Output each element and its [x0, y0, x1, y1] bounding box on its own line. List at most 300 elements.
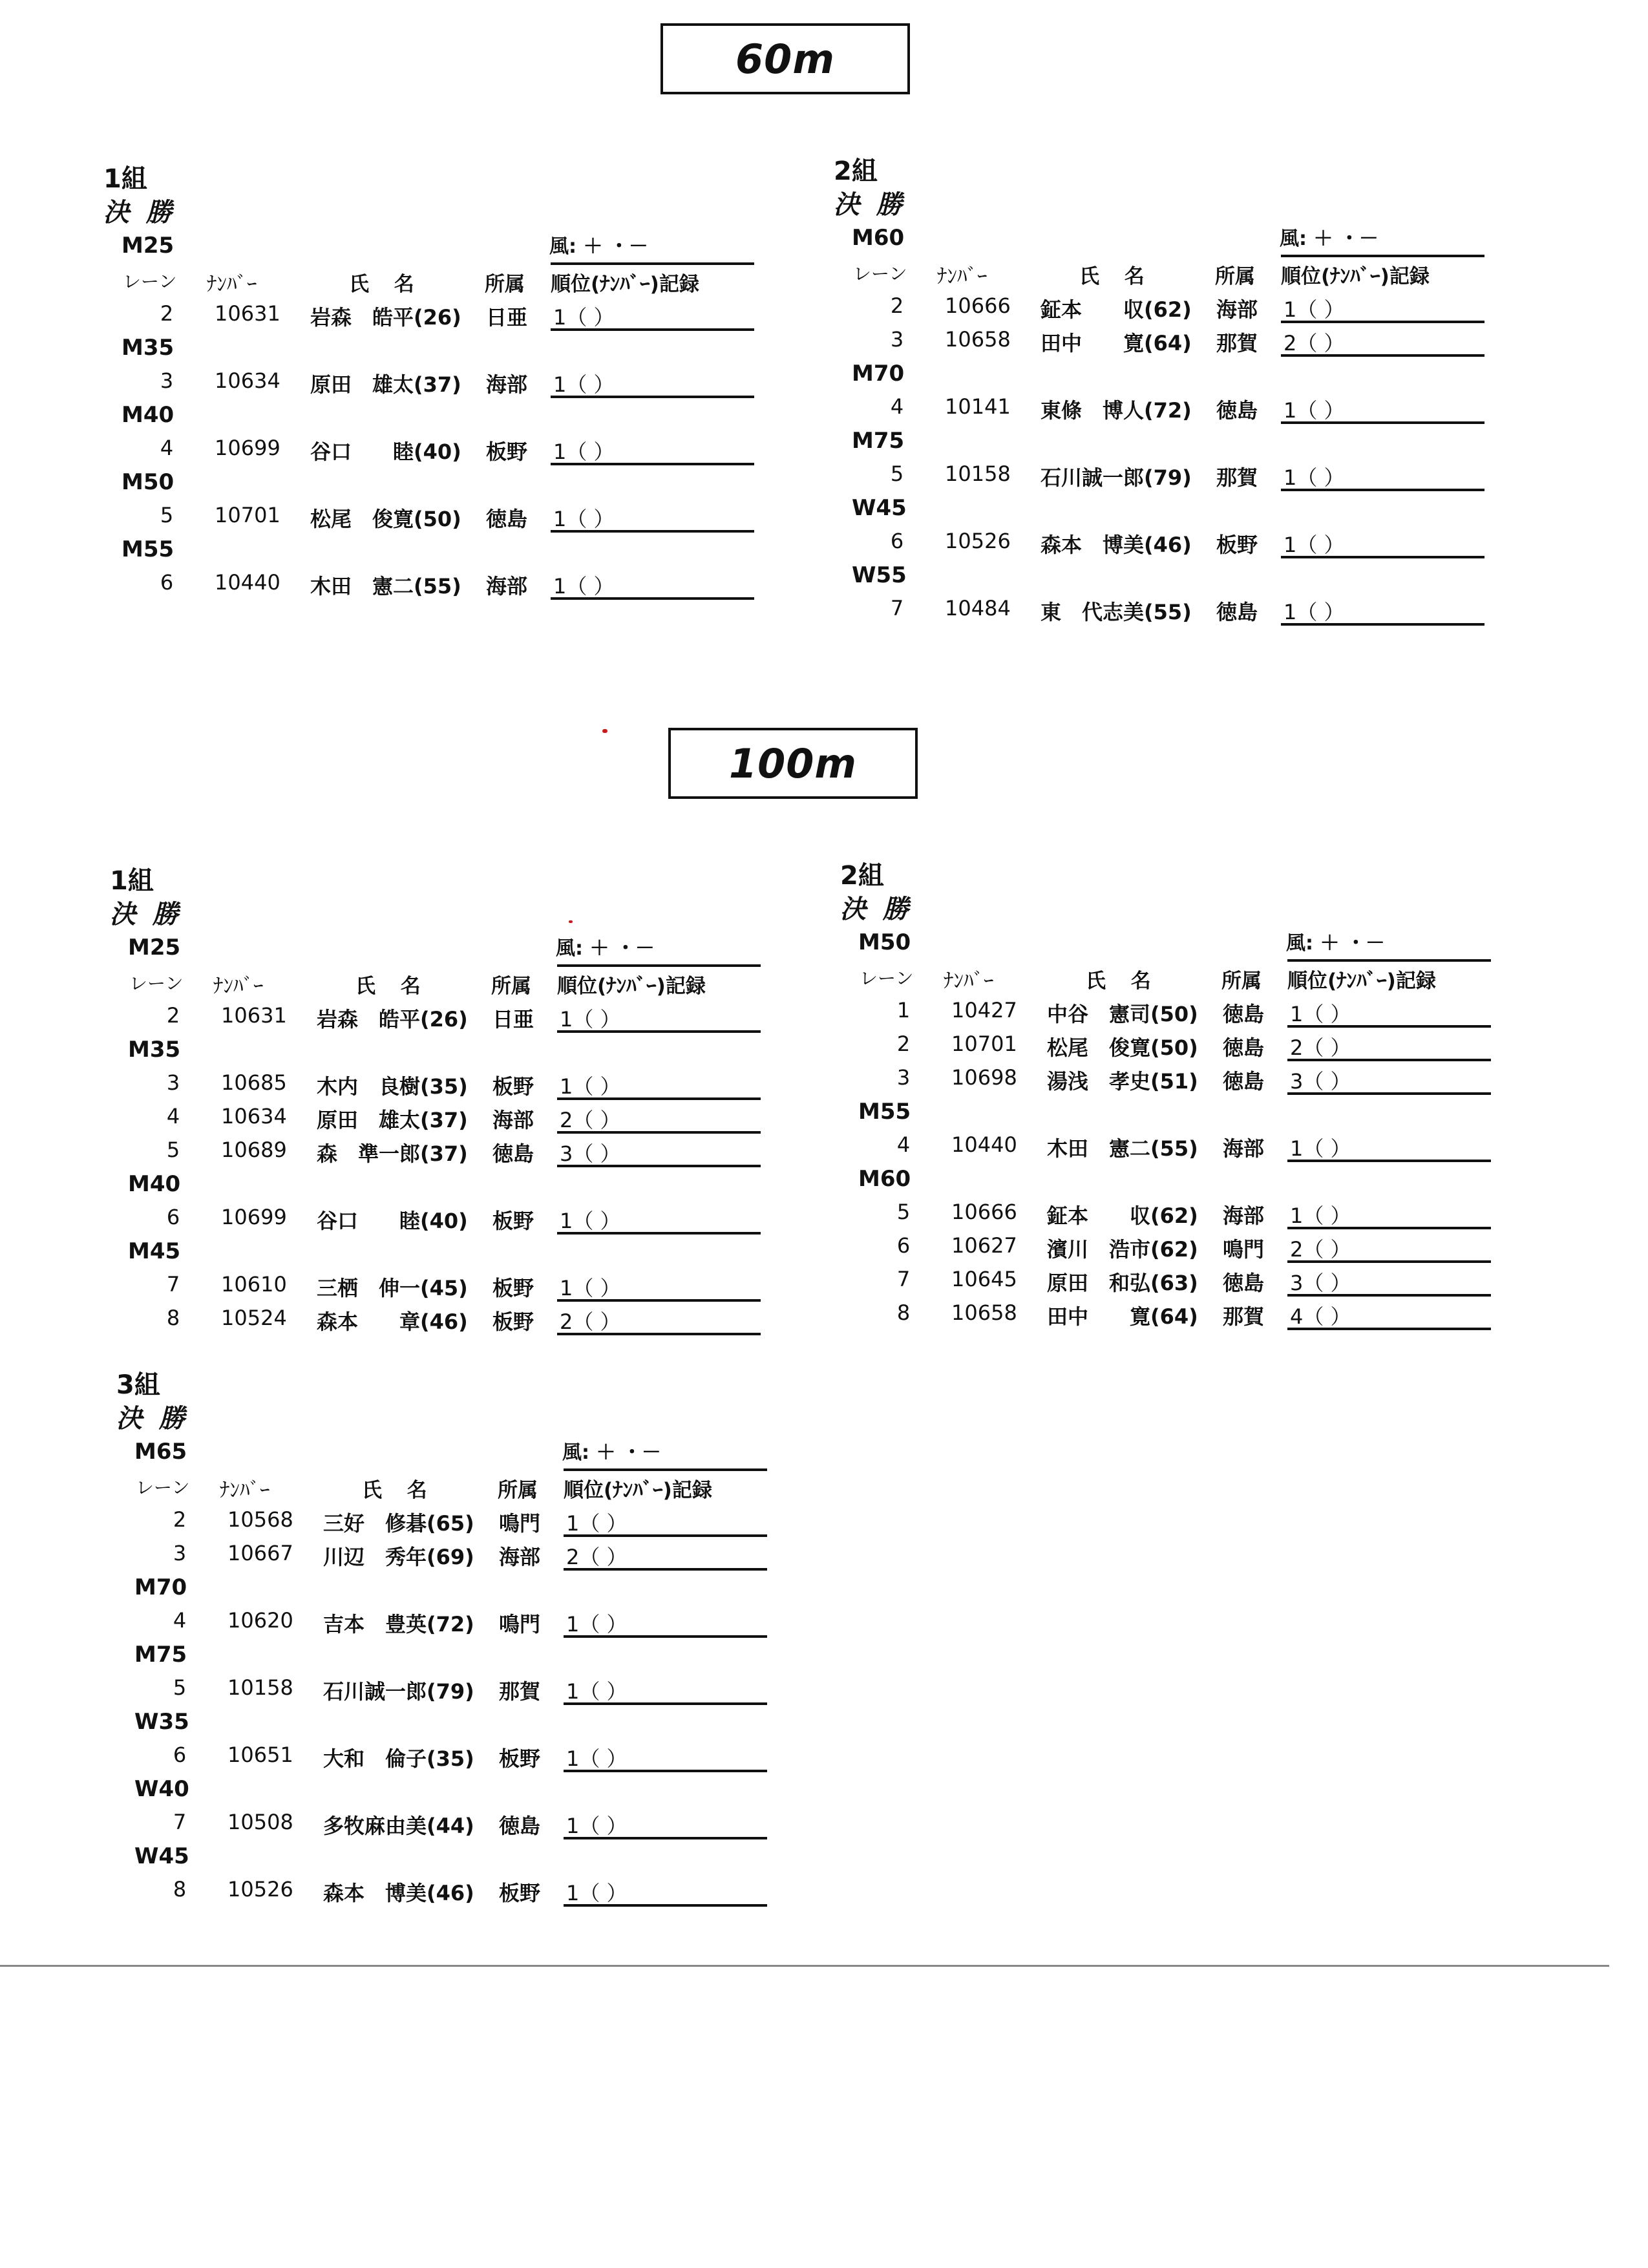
entry-row — [840, 1196, 1480, 1229]
record-underline — [1281, 489, 1484, 491]
entry-row — [840, 994, 1480, 1028]
lane-number: 4 — [166, 1104, 180, 1129]
athlete-name: 石川誠一郎(79) — [323, 1679, 474, 1704]
club-name: 徳島 — [1216, 600, 1258, 624]
lane-number: 2 — [166, 1003, 180, 1028]
record-underline — [1281, 623, 1484, 626]
athlete-name: 多牧麻由美(44) — [323, 1814, 474, 1838]
category-label: M50 — [121, 469, 174, 495]
club-name: 鳴門 — [1223, 1237, 1265, 1262]
club-name: 那賀 — [499, 1679, 541, 1704]
bib-number: 10526 — [227, 1877, 293, 1902]
header-name: 氏 名 — [349, 273, 423, 296]
club-name: 海部 — [1223, 1136, 1265, 1161]
club-name: 那賀 — [1216, 465, 1258, 490]
athlete-name: 東條 博人(72) — [1041, 398, 1192, 423]
club-name: 海部 — [499, 1545, 541, 1569]
bib-number: 10620 — [227, 1608, 293, 1633]
club-name: 徳島 — [492, 1141, 534, 1166]
header-name: 氏 名 — [1079, 265, 1154, 288]
bib-number: 10440 — [215, 570, 280, 595]
entry-row — [103, 432, 743, 465]
record-underline — [1287, 1328, 1491, 1330]
lane-number: 6 — [166, 1205, 180, 1229]
entry-row — [840, 1297, 1480, 1330]
round-label: 決 勝 — [103, 198, 176, 228]
athlete-name: 田中 寛(64) — [1041, 331, 1192, 355]
entry-row — [116, 1873, 756, 1907]
rank-record-field[interactable]: 1（ ） — [1290, 1203, 1351, 1228]
header-club: 所属 — [498, 1479, 538, 1502]
entry-row — [116, 1806, 756, 1839]
group-60m-1 — [103, 163, 743, 600]
bib-number: 10524 — [221, 1306, 287, 1330]
lane-number: 3 — [896, 1065, 911, 1090]
athlete-name: 原田 和弘(63) — [1047, 1271, 1198, 1295]
lane-number: 4 — [160, 436, 174, 460]
header-club: 所属 — [1221, 970, 1262, 993]
bib-number: 10658 — [945, 327, 1011, 352]
header-number: ﾅﾝﾊﾞｰ — [207, 273, 257, 296]
round-label: 決 勝 — [840, 895, 913, 924]
lane-number: 3 — [160, 368, 174, 393]
rank-record-field[interactable]: 1（ ） — [566, 1612, 628, 1637]
bib-number: 10158 — [945, 461, 1011, 486]
athlete-name: 田中 寛(64) — [1047, 1304, 1198, 1329]
entry-row — [110, 1302, 750, 1335]
rank-record-field[interactable]: 4（ ） — [1290, 1304, 1351, 1329]
lane-number: 5 — [896, 1200, 911, 1224]
club-name: 徳島 — [1223, 1271, 1265, 1295]
rank-record-field[interactable]: 1（ ） — [560, 1209, 621, 1233]
club-name: 鳴門 — [499, 1511, 541, 1536]
category-label: M40 — [128, 1171, 181, 1197]
column-headers — [840, 960, 1480, 994]
column-headers — [110, 966, 750, 999]
athlete-name: 松尾 俊寛(50) — [1047, 1035, 1198, 1060]
category-label: M50 — [858, 929, 911, 955]
record-underline — [557, 1232, 761, 1235]
athlete-name: 谷口 睦(40) — [310, 440, 461, 464]
entry-row — [103, 499, 743, 533]
rank-record-field[interactable]: 1（ ） — [1284, 533, 1345, 557]
bib-number: 10658 — [951, 1300, 1017, 1325]
entry-row — [110, 1066, 750, 1100]
club-name: 徳島 — [499, 1814, 541, 1838]
entry-row — [110, 1268, 750, 1302]
category-label: M55 — [121, 536, 174, 562]
rank-record-field[interactable]: 2（ ） — [560, 1309, 621, 1334]
rank-record-field[interactable]: 2（ ） — [566, 1545, 628, 1569]
group-title: 2組 — [840, 861, 884, 891]
bib-number: 10699 — [215, 436, 280, 460]
bib-number: 10634 — [215, 368, 280, 393]
rank-record-field[interactable]: 1（ ） — [560, 1276, 621, 1300]
bib-number: 10627 — [951, 1233, 1017, 1258]
bib-number: 10685 — [221, 1070, 287, 1095]
athlete-name: 原田 雄太(37) — [310, 372, 461, 397]
rank-record-field[interactable]: 1（ ） — [1290, 1002, 1351, 1026]
entry-row — [103, 297, 743, 331]
entry-row — [103, 566, 743, 600]
category-label: M25 — [128, 935, 181, 960]
header-rank: 順位(ﾅﾝﾊﾞｰ)記録 — [1281, 265, 1430, 288]
group-title: 1組 — [103, 164, 147, 194]
bib-number: 10427 — [951, 998, 1017, 1023]
lane-number: 4 — [896, 1132, 911, 1157]
header-club: 所属 — [491, 975, 531, 998]
entry-row — [834, 290, 1474, 323]
lane-number: 4 — [173, 1608, 187, 1633]
record-underline — [564, 1635, 767, 1638]
club-name: 板野 — [492, 1276, 534, 1300]
athlete-name: 森本 博美(46) — [1041, 533, 1192, 557]
header-number: ﾅﾝﾊﾞｰ — [944, 970, 994, 993]
header-club: 所属 — [1215, 265, 1255, 288]
lane-number: 8 — [896, 1300, 911, 1325]
athlete-name: 森本 博美(46) — [323, 1881, 474, 1905]
athlete-name: 川辺 秀年(69) — [323, 1545, 474, 1569]
club-name: 海部 — [492, 1108, 534, 1132]
category-label: W45 — [134, 1843, 189, 1869]
header-rank: 順位(ﾅﾝﾊﾞｰ)記録 — [564, 1479, 712, 1502]
entry-row — [110, 999, 750, 1033]
athlete-name: 石川誠一郎(79) — [1041, 465, 1192, 490]
wind-label: 風: ＋ ・－ — [549, 235, 648, 258]
lane-number: 5 — [173, 1675, 187, 1700]
club-name: 海部 — [1223, 1203, 1265, 1228]
athlete-name: 中谷 憲司(50) — [1047, 1002, 1198, 1026]
bib-number: 10701 — [215, 503, 280, 527]
rank-record-field[interactable]: 1（ ） — [553, 574, 615, 599]
event-title-100m: 100m — [668, 728, 918, 799]
red-speck — [602, 729, 607, 733]
bib-number: 10698 — [951, 1065, 1017, 1090]
rank-record-field[interactable]: 1（ ） — [553, 305, 615, 330]
rank-record-field[interactable]: 3（ ） — [560, 1141, 621, 1166]
column-headers — [116, 1470, 756, 1503]
record-underline — [1281, 556, 1484, 558]
group-100m-2 — [840, 860, 1480, 1330]
header-lane: レーン — [860, 968, 914, 989]
athlete-name: 三好 修碁(65) — [323, 1511, 474, 1536]
record-underline — [551, 597, 754, 600]
header-number: ﾅﾝﾊﾞｰ — [937, 265, 988, 288]
entry-row — [840, 1263, 1480, 1297]
club-name: 板野 — [499, 1881, 541, 1905]
lane-number: 4 — [890, 394, 904, 419]
header-rank: 順位(ﾅﾝﾊﾞｰ)記録 — [557, 975, 706, 998]
club-name: 徳島 — [1216, 398, 1258, 423]
record-underline — [551, 328, 754, 331]
entry-row — [834, 323, 1474, 357]
bib-number: 10699 — [221, 1205, 287, 1229]
group-title: 1組 — [110, 866, 154, 896]
lane-number: 8 — [166, 1306, 180, 1330]
header-name: 氏 名 — [1086, 970, 1160, 993]
athlete-name: 岩森 皓平(26) — [317, 1007, 468, 1032]
entry-row — [116, 1739, 756, 1772]
group-100m-3 — [116, 1369, 756, 1907]
lane-number: 2 — [173, 1507, 187, 1532]
rank-record-field[interactable]: 1（ ） — [566, 1679, 628, 1704]
bib-number: 10568 — [227, 1507, 293, 1532]
category-label: M75 — [852, 428, 905, 454]
club-name: 板野 — [492, 1209, 534, 1233]
category-label: M45 — [128, 1238, 181, 1264]
entry-row — [834, 525, 1474, 558]
rank-record-field[interactable]: 1（ ） — [566, 1814, 628, 1838]
wind-row — [840, 926, 1480, 960]
record-underline — [557, 1333, 761, 1335]
wind-label: 風: ＋ ・－ — [562, 1441, 661, 1464]
club-name: 海部 — [1216, 297, 1258, 322]
entry-row — [840, 1129, 1480, 1162]
red-speck — [569, 920, 573, 923]
bib-number: 10508 — [227, 1810, 293, 1834]
bib-number: 10158 — [227, 1675, 293, 1700]
lane-number: 6 — [173, 1743, 187, 1767]
athlete-name: 湯浅 孝史(51) — [1047, 1069, 1198, 1094]
athlete-name: 大和 倫子(35) — [323, 1746, 474, 1771]
bib-number: 10484 — [945, 596, 1011, 620]
record-underline — [557, 1030, 761, 1033]
entry-row — [116, 1604, 756, 1638]
bib-number: 10634 — [221, 1104, 287, 1129]
lane-number: 5 — [890, 461, 904, 486]
record-underline — [564, 1904, 767, 1907]
wind-row — [834, 221, 1474, 256]
header-name: 氏 名 — [355, 975, 430, 998]
athlete-name: 濱川 浩市(62) — [1047, 1237, 1198, 1262]
category-label: M70 — [852, 361, 905, 387]
rank-record-field[interactable]: 1（ ） — [566, 1511, 628, 1536]
event-title-60m: 60m — [660, 23, 910, 94]
record-underline — [564, 1568, 767, 1571]
athlete-name: 鉦本 収(62) — [1041, 297, 1192, 322]
rank-record-field[interactable]: 1（ ） — [560, 1007, 621, 1032]
entry-row — [834, 458, 1474, 491]
athlete-name: 岩森 皓平(26) — [310, 305, 461, 330]
group-100m-1 — [110, 865, 750, 1335]
category-label: W40 — [134, 1776, 189, 1802]
entry-row — [840, 1061, 1480, 1095]
club-name: 徳島 — [1223, 1035, 1265, 1060]
wind-label: 風: ＋ ・－ — [1286, 932, 1385, 955]
rank-record-field[interactable]: 3（ ） — [1290, 1271, 1351, 1295]
club-name: 那賀 — [1223, 1304, 1265, 1329]
bib-number: 10689 — [221, 1138, 287, 1162]
club-name: 海部 — [486, 372, 528, 397]
lane-number: 6 — [160, 570, 174, 595]
record-underline — [1281, 421, 1484, 424]
club-name: 板野 — [486, 440, 528, 464]
header-lane: レーン — [123, 271, 177, 292]
lane-number: 2 — [160, 301, 174, 326]
rank-record-field[interactable]: 1（ ） — [1290, 1136, 1351, 1161]
entry-row — [110, 1134, 750, 1167]
club-name: 板野 — [499, 1746, 541, 1771]
category-label: M60 — [852, 225, 905, 251]
category-label: M35 — [121, 335, 174, 361]
lane-number: 7 — [896, 1267, 911, 1291]
rank-record-field[interactable]: 1（ ） — [1284, 465, 1345, 490]
record-underline — [557, 1165, 761, 1167]
wind-row — [110, 931, 750, 966]
rank-record-field[interactable]: 2（ ） — [1290, 1237, 1351, 1262]
rank-record-field[interactable]: 1（ ） — [1284, 398, 1345, 423]
header-number: ﾅﾝﾊﾞｰ — [220, 1479, 270, 1502]
round-label: 決 勝 — [116, 1404, 189, 1434]
rank-record-field[interactable]: 1（ ） — [560, 1074, 621, 1099]
rank-record-field[interactable]: 1（ ） — [566, 1746, 628, 1771]
record-underline — [551, 463, 754, 465]
rank-record-field[interactable]: 1（ ） — [1284, 297, 1345, 322]
club-name: 那賀 — [1216, 331, 1258, 355]
category-label: W45 — [852, 495, 907, 521]
record-underline — [564, 1702, 767, 1705]
bib-number: 10526 — [945, 529, 1011, 553]
lane-number: 6 — [890, 529, 904, 553]
category-label: M55 — [858, 1099, 911, 1125]
bib-number: 10645 — [951, 1267, 1017, 1291]
header-lane: レーン — [853, 263, 907, 284]
round-label: 決 勝 — [834, 190, 906, 220]
header-name: 氏 名 — [362, 1479, 436, 1502]
category-label: W35 — [134, 1709, 189, 1735]
record-underline — [551, 396, 754, 398]
bib-number: 10440 — [951, 1132, 1017, 1157]
athlete-name: 木田 憲二(55) — [310, 574, 461, 599]
wind-row — [116, 1435, 756, 1470]
round-label: 決 勝 — [110, 900, 182, 929]
record-underline — [564, 1837, 767, 1839]
entry-row — [834, 592, 1474, 626]
club-name: 徳島 — [1223, 1002, 1265, 1026]
header-number: ﾅﾝﾊﾞｰ — [213, 975, 264, 998]
athlete-name: 吉本 豊英(72) — [323, 1612, 474, 1637]
record-underline — [1281, 354, 1484, 357]
wind-row — [103, 229, 743, 264]
lane-number: 3 — [173, 1541, 187, 1565]
category-label: M40 — [121, 402, 174, 428]
column-headers — [834, 256, 1474, 290]
rank-record-field[interactable]: 3（ ） — [1290, 1069, 1351, 1094]
club-name: 徳島 — [486, 507, 528, 531]
category-label: M35 — [128, 1037, 181, 1063]
rank-record-field[interactable]: 1（ ） — [553, 440, 615, 464]
bib-number: 10631 — [215, 301, 280, 326]
athlete-name: 三栖 伸一(45) — [317, 1276, 468, 1300]
header-club: 所属 — [485, 273, 525, 296]
bottom-divider — [0, 1965, 1609, 1967]
club-name: 日亜 — [492, 1007, 534, 1032]
entry-row — [103, 365, 743, 398]
club-name: 海部 — [486, 574, 528, 599]
group-60m-2 — [834, 155, 1474, 626]
athlete-name: 原田 雄太(37) — [317, 1108, 468, 1132]
lane-number: 2 — [890, 293, 904, 318]
lane-number: 5 — [166, 1138, 180, 1162]
lane-number: 1 — [896, 998, 911, 1023]
club-name: 日亜 — [486, 305, 528, 330]
column-headers — [103, 264, 743, 297]
lane-number: 7 — [173, 1810, 187, 1834]
group-title: 2組 — [834, 156, 878, 186]
athlete-name: 松尾 俊寛(50) — [310, 507, 461, 531]
bib-number: 10610 — [221, 1272, 287, 1297]
bib-number: 10701 — [951, 1032, 1017, 1056]
rank-record-field[interactable]: 1（ ） — [1284, 600, 1345, 624]
entry-row — [834, 390, 1474, 424]
entry-row — [110, 1100, 750, 1134]
rank-record-field[interactable]: 1（ ） — [566, 1881, 628, 1905]
lane-number: 2 — [896, 1032, 911, 1056]
lane-number: 5 — [160, 503, 174, 527]
wind-label: 風: ＋ ・－ — [556, 937, 655, 960]
header-rank: 順位(ﾅﾝﾊﾞｰ)記録 — [551, 273, 699, 296]
header-lane: レーン — [136, 1477, 190, 1498]
entry-row — [110, 1201, 750, 1235]
lane-number: 3 — [890, 327, 904, 352]
athlete-name: 森 準一郎(37) — [317, 1141, 468, 1166]
category-label: M65 — [134, 1439, 187, 1465]
lane-number: 7 — [166, 1272, 180, 1297]
club-name: 板野 — [492, 1309, 534, 1334]
category-label: M60 — [858, 1166, 911, 1192]
entry-row — [116, 1671, 756, 1705]
lane-number: 8 — [173, 1877, 187, 1902]
header-rank: 順位(ﾅﾝﾊﾞｰ)記録 — [1287, 970, 1436, 993]
rank-record-field[interactable]: 1（ ） — [553, 372, 615, 397]
rank-record-field[interactable]: 1（ ） — [553, 507, 615, 531]
group-title: 3組 — [116, 1370, 160, 1400]
bib-number: 10666 — [951, 1200, 1017, 1224]
header-lane: レーン — [129, 973, 184, 994]
club-name: 徳島 — [1223, 1069, 1265, 1094]
wind-label: 風: ＋ ・－ — [1280, 228, 1379, 250]
bib-number: 10651 — [227, 1743, 293, 1767]
category-label: W55 — [852, 562, 907, 588]
record-underline — [1287, 1092, 1491, 1095]
bib-number: 10141 — [945, 394, 1011, 419]
athlete-name: 木田 憲二(55) — [1047, 1136, 1198, 1161]
athlete-name: 木内 良樹(35) — [317, 1074, 468, 1099]
athlete-name: 谷口 睦(40) — [317, 1209, 468, 1233]
lane-number: 3 — [166, 1070, 180, 1095]
entry-row — [840, 1229, 1480, 1263]
athlete-name: 東 代志美(55) — [1041, 600, 1192, 624]
club-name: 板野 — [492, 1074, 534, 1099]
rank-record-field[interactable]: 2（ ） — [560, 1108, 621, 1132]
record-underline — [564, 1770, 767, 1772]
entry-row — [116, 1537, 756, 1571]
lane-number: 7 — [890, 596, 904, 620]
rank-record-field[interactable]: 2（ ） — [1284, 331, 1345, 355]
category-label: M25 — [121, 233, 174, 259]
athlete-name: 鉦本 収(62) — [1047, 1203, 1198, 1228]
athlete-name: 森本 章(46) — [317, 1309, 468, 1334]
entry-row — [116, 1503, 756, 1537]
bib-number: 10666 — [945, 293, 1011, 318]
record-underline — [551, 530, 754, 533]
category-label: M70 — [134, 1574, 187, 1600]
category-label: M75 — [134, 1642, 187, 1668]
rank-record-field[interactable]: 2（ ） — [1290, 1035, 1351, 1060]
bib-number: 10667 — [227, 1541, 293, 1565]
club-name: 鳴門 — [499, 1612, 541, 1637]
club-name: 板野 — [1216, 533, 1258, 557]
